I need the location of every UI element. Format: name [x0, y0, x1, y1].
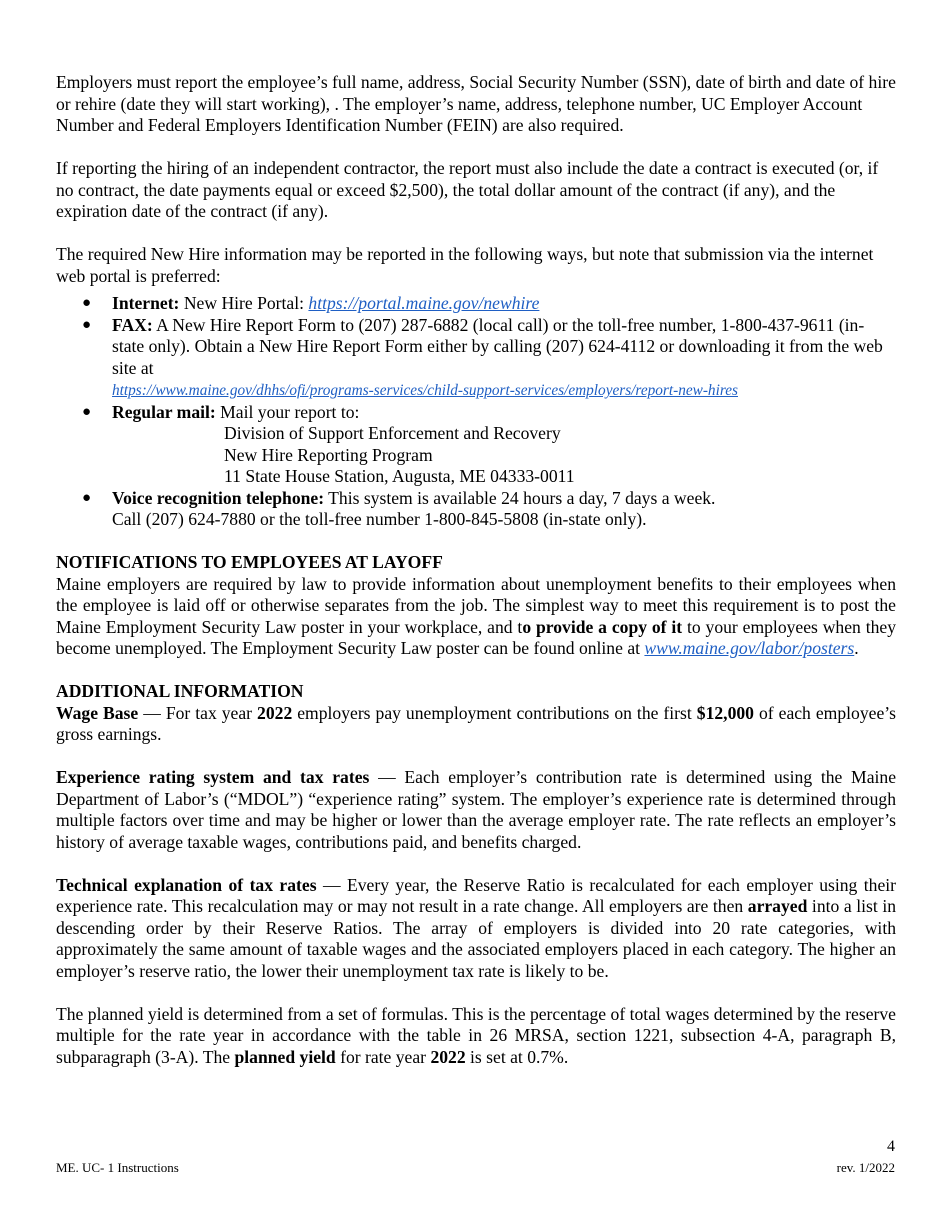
bullet-icon: ●: [82, 403, 92, 420]
fax-label: FAX:: [112, 314, 153, 335]
list-item-mail: [56, 402, 896, 488]
voice-text: This system is available 24 hours a day, 7 days a week.: [324, 487, 716, 508]
address-line: 11 State House Station, Augusta, ME 04333-0011: [224, 466, 575, 486]
paragraph-reporting-ways: The required New Hire information may be reported in the following ways, but note that submission via the internet web portal is preferred:: [56, 244, 874, 286]
mail-text: Mail your report to:: [215, 401, 360, 422]
section-heading-notifications: NOTIFICATIONS TO EMPLOYEES AT LAYOFF: [56, 552, 443, 572]
internet-text: New Hire Portal:: [179, 293, 309, 313]
address-line: Division of Support Enforcement and Recovery: [224, 423, 561, 443]
bullet-icon: ●: [82, 316, 92, 333]
paragraph-notifications: Maine employers are required by law to provide information about unemployment benefits to their employees when the employee is laid off or otherwise separates from the job. The simplest way to meet this requirement is to post the Maine Employment Security Law poster in your workplace, and to provide a copy of it to your employees when they become unemployed. The Employment Security Law poster can be found online at www.maine.gov/labor/posters.: [56, 573, 896, 658]
paragraph-wage-base: Wage Base — For tax year 2022 employers pay unemployment contributions on the first $12,000 of each employee’s gross earnings.: [56, 702, 896, 744]
mail-label: Regular mail:: [112, 401, 216, 422]
paragraph-planned-yield: The planned yield is determined from a set of formulas. This is the percentage of total wages determined by the reserve multiple for the rate year in accordance with the table in 26 MRSA, section 1221, subsection 4-A, paragraph B, subparagraph (3-A). The planned yield for rate year 2022 is set at 0.7%.: [56, 1003, 896, 1067]
paragraph-technical-explanation: Technical explanation of tax rates — Every year, the Reserve Ratio is recalculated for each employer using their experience rate. This recalculation may or may not result in a rate change. All employers are then arrayed into a list in descending order by their Reserve Ratios. The array of employers is divided into 20 rate categories, with approximately the same amount of taxable wages and the associated employers placed in each category. The higher an employer’s reserve ratio, the lower their unemployment tax rate is likely to be.: [56, 874, 897, 981]
document-page: [56, 72, 896, 1068]
reporting-methods-list: [56, 293, 896, 531]
footer-form-title: ME. UC- 1 Instructions: [56, 1160, 179, 1175]
bullet-icon: ●: [82, 489, 92, 506]
internet-label: Internet:: [112, 293, 180, 313]
section-heading-additional: ADDITIONAL INFORMATION: [56, 681, 304, 701]
list-item-internet: [56, 293, 896, 315]
list-item-voice: [56, 488, 896, 531]
paragraph-experience-rating: Experience rating system and tax rates — Each employer’s contribution rate is determined using the Maine Department of Labor’s (“MDOL”) “experience rating” system. The employer’s experience rate is determined through multiple factors over time and may be higher or lower than the average employer rate. The rate reflects an employer’s history of average taxable wages, contributions paid, and benefits charged.: [56, 767, 897, 852]
voice-call-text: Call (207) 624-7880 or the toll-free number 1-800-845-5808 (in-state only).: [112, 509, 647, 529]
voice-label: Voice recognition telephone:: [112, 487, 325, 508]
fax-text: A New Hire Report Form to (207) 287-6882 (local call) or the toll-free number, 1-800-437-9611 (in-state only). Obtain a New Hire Report Form either by calling (207) 624-4112 or downloading it from the web site at: [112, 314, 883, 378]
address-line: New Hire Reporting Program: [224, 444, 433, 465]
bullet-icon: ●: [82, 295, 92, 311]
new-hire-portal-link[interactable]: https://portal.maine.gov/newhire: [308, 293, 540, 313]
paragraph-employer-report: Employers must report the employee’s full name, address, Social Security Number (SSN), date of birth and date of hire or rehire (date they will start working), . The employer’s name, address, telephone number, UC Employer Account Number and Federal Employers Identification Number (FEIN) are also required.: [56, 72, 896, 135]
page-number: 4: [887, 1138, 895, 1155]
list-item-fax: [56, 315, 896, 402]
paragraph-independent-contractor: If reporting the hiring of an independent contractor, the report must also include the date a contract is executed (or, if no contract, the date payments equal or exceed $2,500), the total dollar amount of the contract (if any), and the expiration date of the contract (if any).: [56, 158, 879, 221]
footer-revision: rev. 1/2022: [836, 1160, 895, 1175]
labor-posters-link[interactable]: www.maine.gov/labor/posters: [644, 638, 855, 658]
report-new-hires-link[interactable]: https://www.maine.gov/dhhs/ofi/programs-services/child-support-services/employers/report-new-hires: [112, 382, 738, 399]
